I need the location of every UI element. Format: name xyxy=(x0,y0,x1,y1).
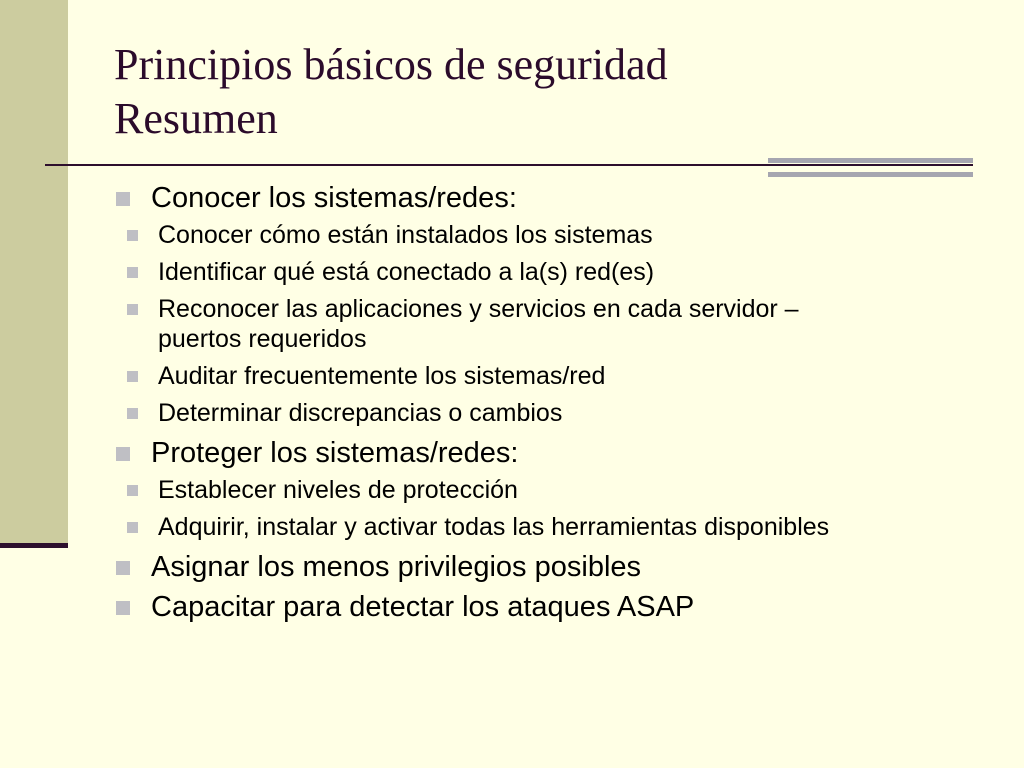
sub-bullet-text: Establecer niveles de protección xyxy=(158,476,518,504)
bullet-text: Conocer los sistemas/redes: xyxy=(151,182,517,214)
sub-bullet-text: Auditar frecuentemente los sistemas/red xyxy=(158,362,606,390)
square-bullet-icon xyxy=(127,485,138,496)
sub-bullet-item xyxy=(127,361,858,391)
sub-bullet-text: Adquirir, instalar y activar todas las herramientas disponibles xyxy=(158,513,830,541)
accent-bar-bottom xyxy=(768,172,973,177)
sub-bullet-group xyxy=(127,475,1006,542)
bullet-item xyxy=(116,589,1006,625)
sub-bullet-item xyxy=(127,512,858,542)
sub-bullet-group xyxy=(127,220,1006,428)
square-bullet-icon xyxy=(127,304,138,315)
bullet-text: Capacitar para detectar los ataques ASAP xyxy=(151,591,695,623)
sub-bullet-text: Determinar discrepancias o cambios xyxy=(158,399,563,427)
bullet-item xyxy=(116,435,1006,471)
square-bullet-icon xyxy=(127,267,138,278)
bullet-item xyxy=(116,180,1006,216)
accent-bar-top xyxy=(768,158,973,163)
bullet-text: Asignar los menos privilegios posibles xyxy=(151,551,642,583)
left-decorative-band xyxy=(0,0,68,547)
square-bullet-icon xyxy=(127,230,138,241)
square-bullet-icon xyxy=(116,192,130,206)
sub-bullet-text: Reconocer las aplicaciones y servicios en cada servidor – puertos requeridos xyxy=(158,295,799,353)
left-band-rule xyxy=(0,543,68,548)
sub-bullet-item xyxy=(127,220,858,250)
sub-bullet-text: Conocer cómo están instalados los sistemas xyxy=(158,221,653,249)
bullet-item xyxy=(116,549,1006,585)
square-bullet-icon xyxy=(116,601,130,615)
title-divider xyxy=(45,164,973,166)
square-bullet-icon xyxy=(127,522,138,533)
bullet-text: Proteger los sistemas/redes: xyxy=(151,437,519,469)
square-bullet-icon xyxy=(127,408,138,419)
square-bullet-icon xyxy=(116,447,130,461)
slide-title-line-2: Resumen xyxy=(114,94,278,143)
sub-bullet-item xyxy=(127,257,858,287)
slide-body xyxy=(116,180,1006,629)
bullet-list xyxy=(116,180,1006,625)
sub-bullet-list xyxy=(127,475,1006,542)
square-bullet-icon xyxy=(116,561,130,575)
sub-bullet-item xyxy=(127,398,858,428)
sub-bullet-text: Identificar qué está conectado a la(s) red(es) xyxy=(158,258,655,286)
sub-bullet-item xyxy=(127,294,858,354)
slide-title xyxy=(114,38,994,146)
sub-bullet-list xyxy=(127,220,1006,428)
slide-title-line-1: Principios básicos de seguridad xyxy=(114,40,668,89)
sub-bullet-item xyxy=(127,475,858,505)
square-bullet-icon xyxy=(127,371,138,382)
